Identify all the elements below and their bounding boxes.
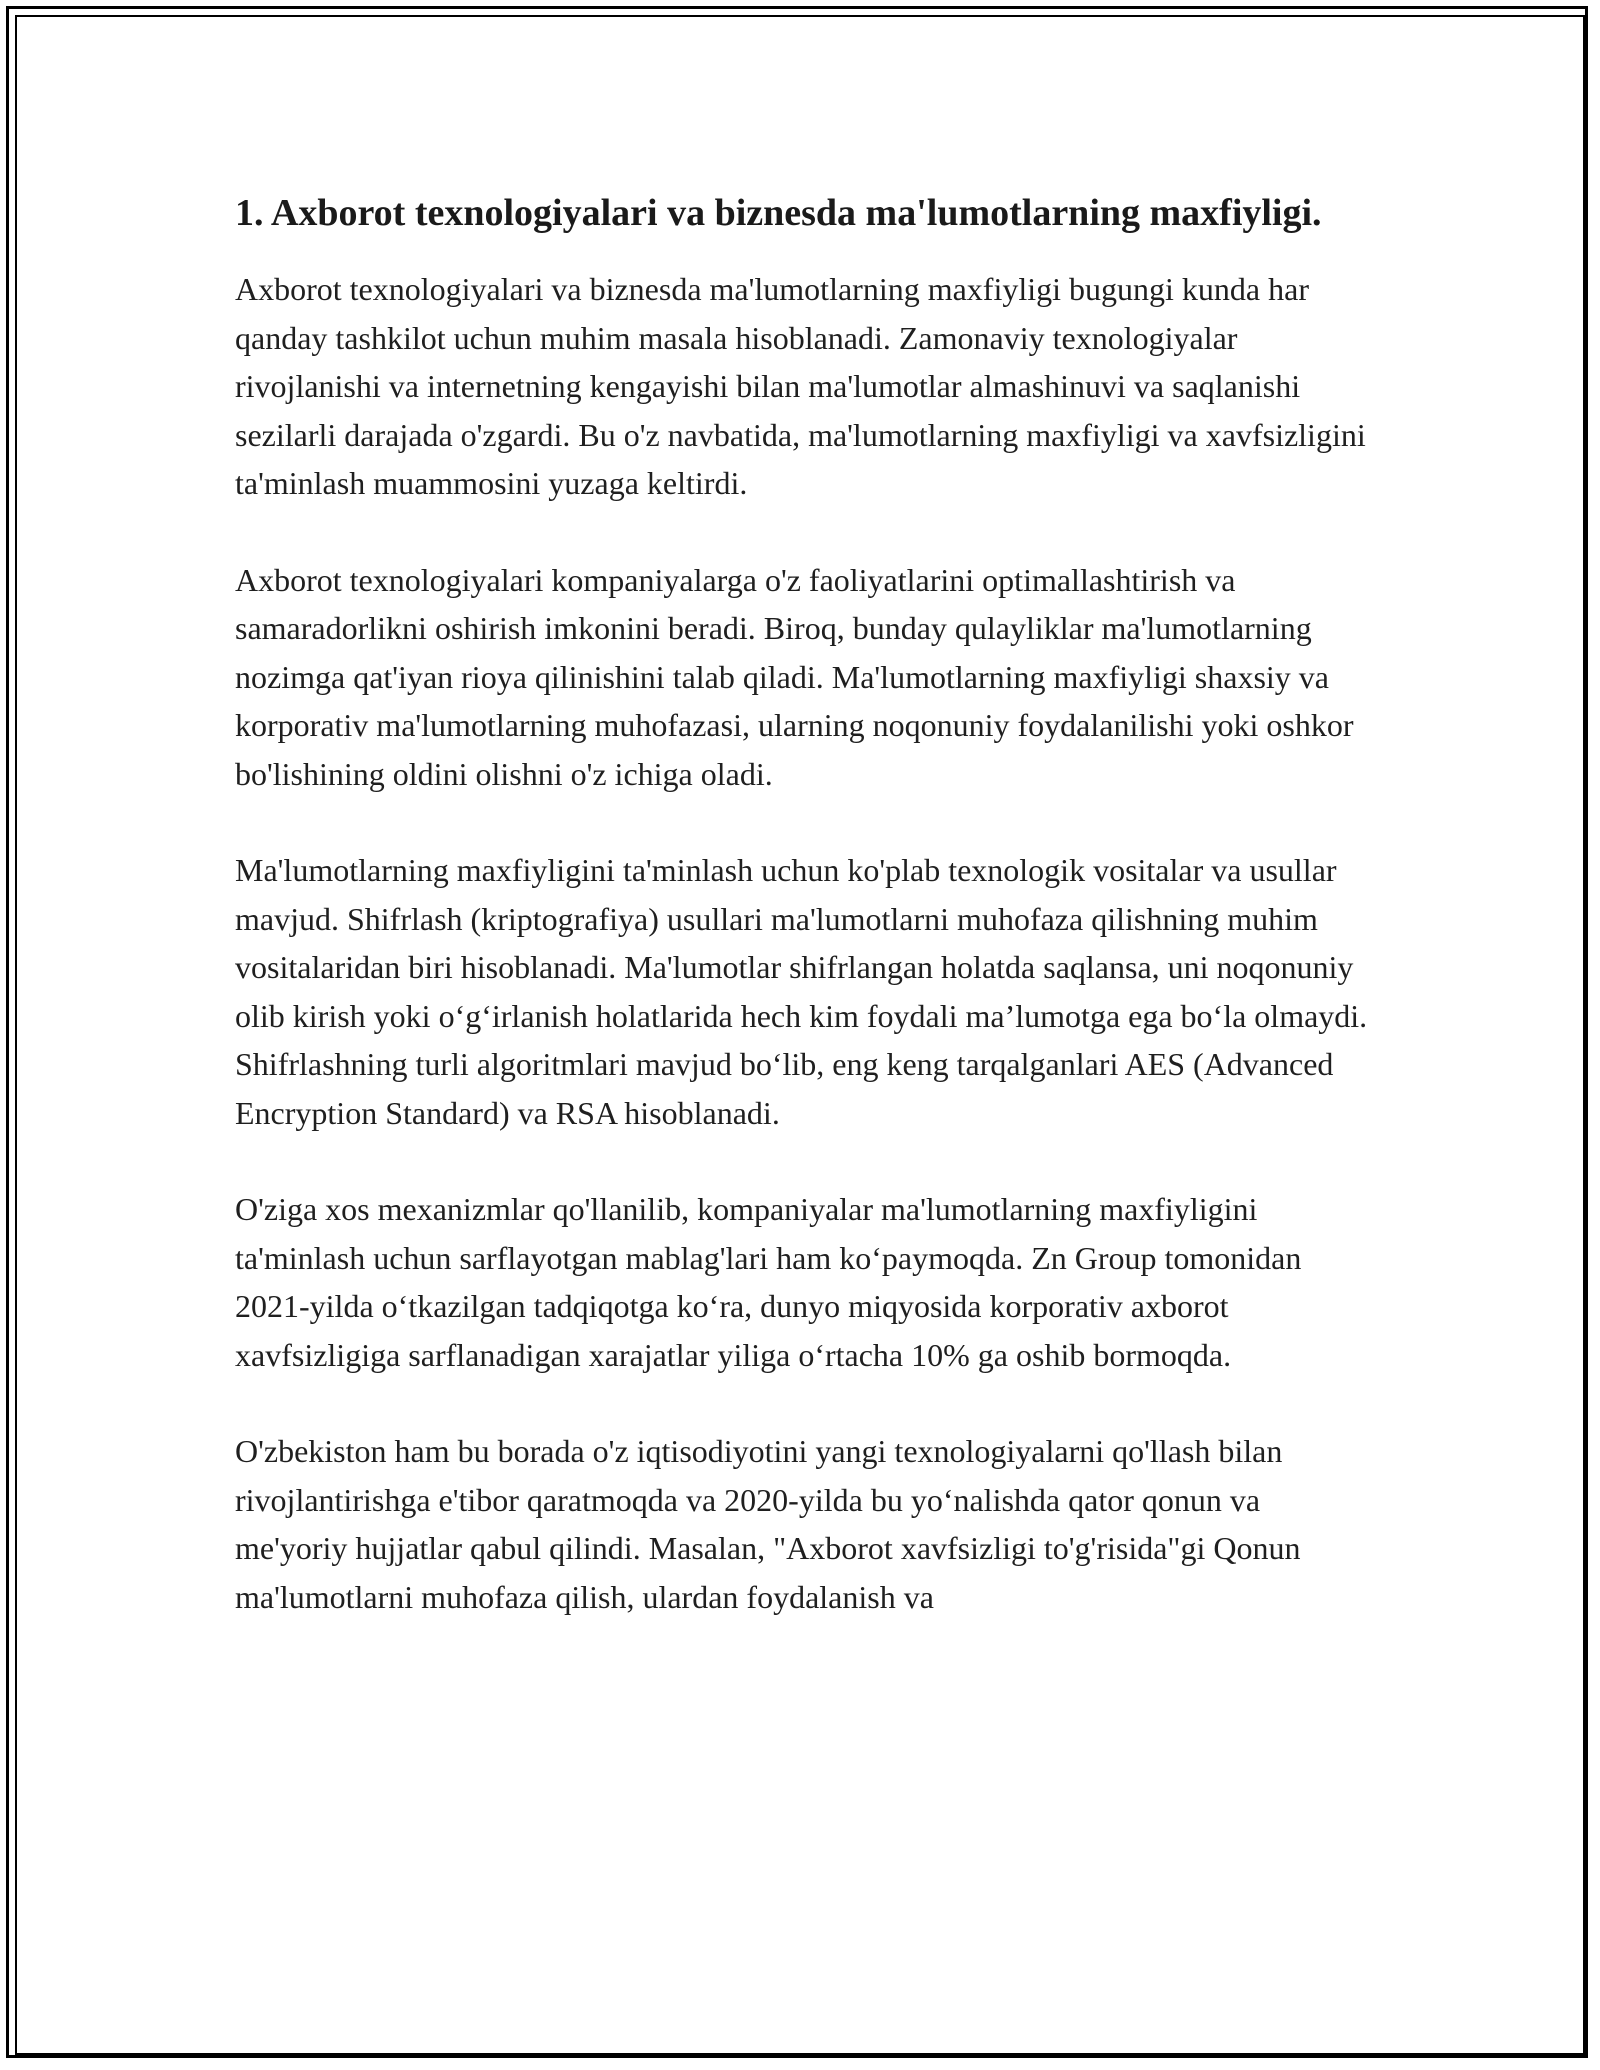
paragraph-2: Axborot texnologiyalari kompaniyalarga o'z faoliyatlarini optimallashtirish va samaradorlikni oshirish imkonini beradi. Biroq, bunday qulayliklar ma'lumotlarning nozimga qat'iyan rioya qilinishini talab qiladi. Ma'lumotlarning maxfiyligi shaxsiy va korporativ ma'lumotlarning muhofazasi, ularning noqonuniy foydalanilishi yoki oshkor bo'lishining oldini olishni o'z ichiga oladi.: [235, 561, 1354, 792]
section-heading: 1. Axborot texnologiyalari va biznesda ma'lumotlarning maxfiyligi.: [235, 192, 1322, 234]
paragraph-4: O'ziga xos mexanizmlar qo'llanilib, kompaniyalar ma'lumotlarning maxfiyligini ta'minlash uchun sarflayotgan mablag'lari ham ko‘paymoqda. Zn Group tomonidan 2021-yilda o‘tkazilgan tadqiqotga ko‘ra, dunyo miqyosida korporativ axborot xavfsizligiga sarflanadigan xarajatlar yiliga o‘rtacha 10% ga oshib bormoqda.: [235, 1191, 1302, 1373]
document-body: [235, 188, 1375, 1669]
paragraph-3: Ma'lumotlarning maxfiyligini ta'minlash uchun ko'plab texnologik vositalar va usullar mavjud. Shifrlash (kriptografiya) usullari ma'lumotlarni muhofaza qilishning muhim vositalaridan biri hisoblanadi. Ma'lumotlar shifrlangan holatda saqlansa, uni noqonuniy olib kirish yoki o‘g‘irlanish holatlarida hech kim foydali ma’lumotga ega bo‘la olmaydi. Shifrlashning turli algoritmlari mavjud bo‘lib, eng keng tarqalganlari AES (Advanced Encryption Standard) va RSA hisoblanadi.: [235, 852, 1368, 1131]
paragraph-1: Axborot texnologiyalari va biznesda ma'lumotlarning maxfiyligi bugungi kunda har qanday tashkilot uchun muhim masala hisoblanadi. Zamonaviy texnologiyalar rivojlanishi va internetning kengayishi bilan ma'lumotlar almashinuvi va saqlanishi sezilarli darajada o'zgardi. Bu o'z navbatida, ma'lumotlarning maxfiyligi va xavfsizligini ta'minlash muammosini yuzaga keltirdi.: [235, 271, 1366, 501]
paragraph-5: O'zbekiston ham bu borada o'z iqtisodiyotini yangi texnologiyalarni qo'llash bilan rivojlantirishga e'tibor qaratmoqda va 2020-yilda bu yo‘nalishda qator qonun va me'yoriy hujjatlar qabul qilindi. Masalan, "Axborot xavfsizligi to'g'risida"gi Qonun ma'lumotlarni muhofaza qilish, ulardan foydalanish va: [235, 1433, 1301, 1615]
